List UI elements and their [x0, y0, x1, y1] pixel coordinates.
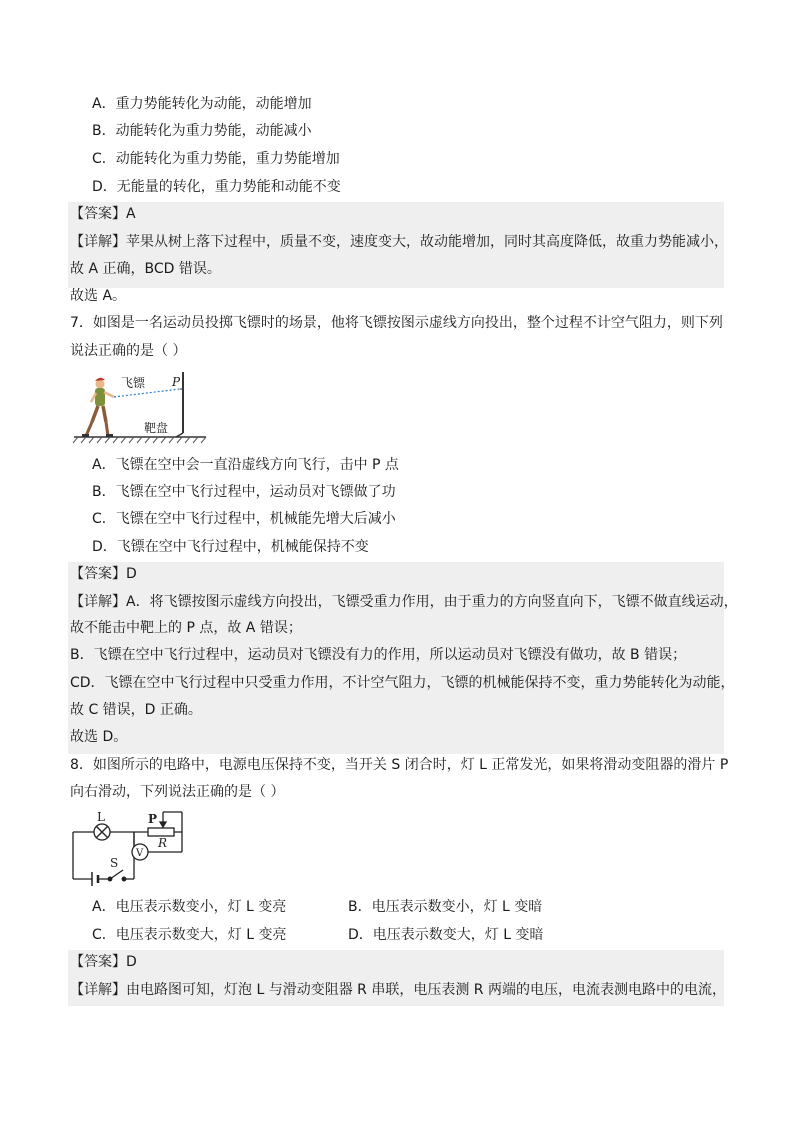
point-p-label: P [172, 375, 181, 389]
q8-answer: 【答案】D [70, 954, 137, 970]
q7-option-a: A．飞镖在空中会一直沿虚线方向飞行，击中 P 点 [92, 457, 399, 473]
q7-analysis-line: 【详解】A．将飞镖按图示虚线方向投出，飞镖受重力作用，由于重力的方向竖直向下，飞镖不做直线运动， [70, 594, 738, 610]
q8-option-a: A．电压表示数变小，灯 L 变亮 [92, 899, 287, 915]
q8-stem: 8．如图所示的电路中，电源电压保持不变，当开关 S 闭合时，灯 L 正常发光，如果将滑动变阻器的滑片 P [70, 757, 729, 773]
slider-label: P [148, 812, 158, 826]
q7-stem: 说法正确的是（ ） [70, 343, 187, 359]
q6-analysis-line: 【详解】苹果从树上落下过程中，质量不变，速度变大，故动能增加，同时其高度降低，故重力势能减小， [70, 234, 728, 250]
q7-analysis-line: 故选 D。 [70, 729, 128, 745]
lamp-label: L [97, 810, 105, 824]
resistor-label: R [158, 836, 168, 850]
q7-answer: 【答案】D [70, 566, 137, 582]
q8-option-d: D．电压表示数变大，灯 L 变暗 [348, 927, 544, 943]
q8-analysis-line: 【详解】由电路图可知，灯泡 L 与滑动变阻器 R 串联，电压表测 R 两端的电压，电流表测电路中的电流， [70, 982, 726, 998]
circuit-diagram [70, 807, 190, 889]
dart-thrower-figure [70, 366, 210, 446]
q6-analysis-line: 故选 A。 [70, 288, 127, 304]
q6-option-c: C．动能转化为重力势能，重力势能增加 [92, 151, 340, 167]
q7-analysis-line: 故不能击中靶上的 P 点，故 A 错误； [70, 620, 302, 636]
q6-option-d: D．无能量的转化，重力势能和动能不变 [92, 179, 341, 195]
q8-stem: 向右滑动，下列说法正确的是（ ） [70, 784, 285, 800]
q7-option-c: C．飞镖在空中飞行过程中，机械能先增大后减小 [92, 511, 396, 527]
dart-label: 飞镖 [121, 376, 146, 390]
q6-option-b: B．动能转化为重力势能，动能减小 [92, 123, 312, 139]
switch-label: S [110, 856, 119, 870]
q7-option-d: D．飞镖在空中飞行过程中，机械能保持不变 [92, 539, 369, 555]
q7-analysis-line: B．飞镖在空中飞行过程中，运动员对飞镖没有力的作用，所以运动员对飞镖没有做功，故 B 错误； [70, 647, 687, 663]
q7-stem: 7．如图是一名运动员投掷飞镖时的场景，他将飞镖按图示虚线方向投出，整个过程不计空气阻力，则下列 [70, 315, 723, 331]
voltmeter-label: V [136, 848, 144, 859]
q7-analysis-line: CD．飞镖在空中飞行过程中只受重力作用，不计空气阻力，飞镖的机械能保持不变，重力势能转化为动能， [70, 675, 735, 691]
board-label: 靶盘 [144, 421, 169, 435]
q6-analysis-line: 故 A 正确，BCD 错误。 [70, 261, 221, 277]
q7-option-b: B．飞镖在空中飞行过程中，运动员对飞镖做了功 [92, 484, 396, 500]
q8-option-c: C．电压表示数变大，灯 L 变亮 [92, 927, 287, 943]
q6-option-a: A．重力势能转化为动能，动能增加 [92, 96, 312, 112]
q6-answer: 【答案】A [70, 206, 136, 222]
q7-analysis-line: 故 C 错误，D 正确。 [70, 702, 202, 718]
q8-option-b: B．电压表示数变小，灯 L 变暗 [348, 899, 543, 915]
athlete-icon [82, 378, 114, 437]
